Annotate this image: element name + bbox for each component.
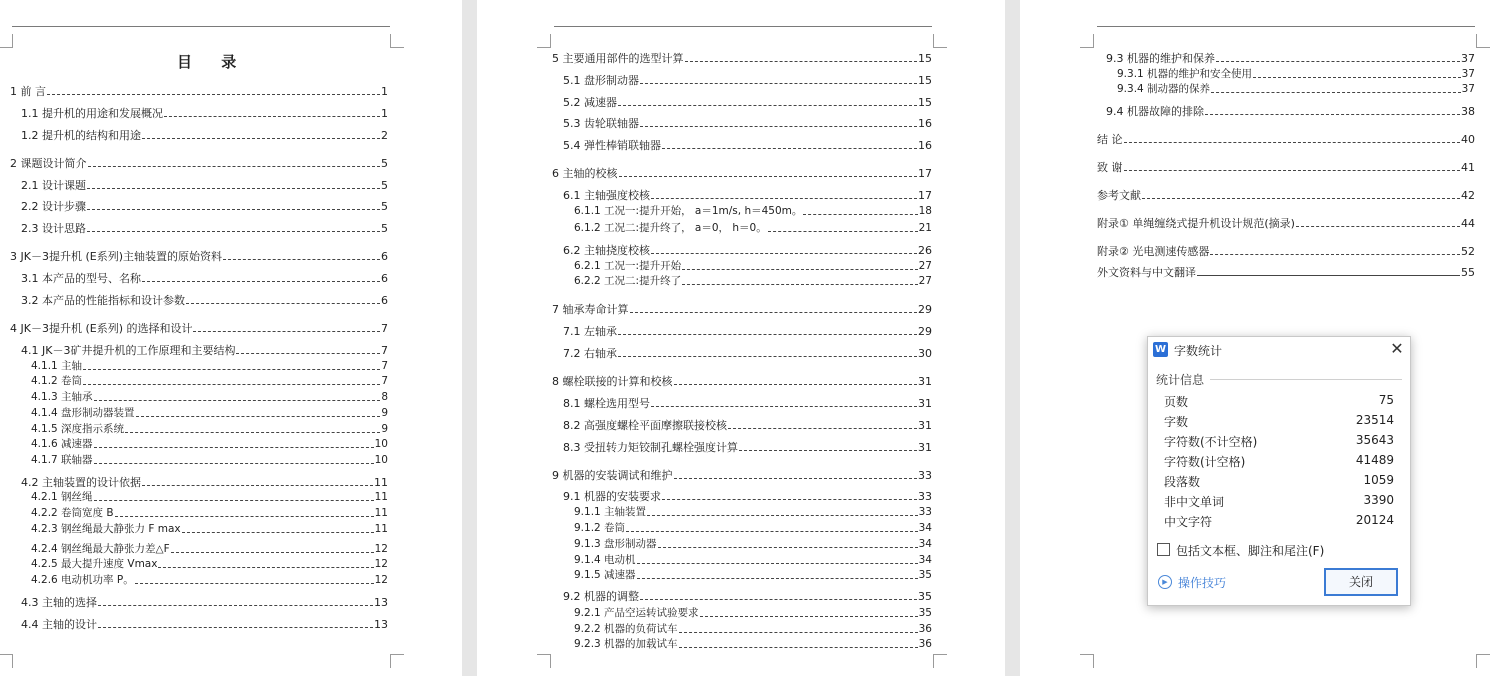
toc-entry[interactable]: 9.4 机器故障的排除 38 [1106, 105, 1475, 118]
toc-entry[interactable]: 9 机器的安装调试和维护 33 [552, 469, 932, 482]
margin-corner [390, 654, 404, 668]
stat-row-pages: 页数 75 [1164, 393, 1394, 409]
toc-entry[interactable]: 附录② 光电测速传感器 52 [1097, 245, 1475, 258]
toc-entry[interactable]: 6.1 主轴强度校核 17 [563, 189, 932, 202]
margin-corner [1476, 34, 1490, 48]
toc-entry[interactable]: 9.1 机器的安装要求 33 [563, 490, 932, 503]
stat-row-non-chinese-words: 非中文单词 3390 [1164, 493, 1394, 509]
toc-entry[interactable]: 1.1 提升机的用途和发展概况 1 [21, 107, 388, 120]
header-rule [12, 26, 390, 27]
toc-title: 目 录 [177, 53, 249, 71]
stat-row-chinese-chars: 中文字符 20124 [1164, 513, 1394, 529]
toc-entry[interactable]: 4.1.5 深度指示系统 9 [31, 423, 388, 435]
margin-corner [933, 34, 947, 48]
stat-row-paragraphs: 段落数 1059 [1164, 473, 1394, 489]
close-button[interactable]: 关闭 [1324, 568, 1398, 596]
margin-corner [1080, 34, 1094, 48]
toc-entry[interactable]: 5.3 齿轮联轴器 16 [563, 117, 932, 130]
play-circle-icon[interactable]: ▶ [1158, 575, 1172, 589]
toc-entry[interactable]: 4.1.2 卷筒 7 [31, 375, 388, 387]
toc-entry[interactable]: 9.2.1 产品空运转试验要求 35 [574, 607, 932, 619]
section-divider [1210, 379, 1402, 380]
toc-entry[interactable]: 外文资料与中文翻译 55 [1097, 266, 1475, 279]
toc-entry[interactable]: 4.1.7 联轴器 10 [31, 454, 388, 466]
toc-entry[interactable]: 9.3.1 机器的维护和安全使用 37 [1117, 68, 1475, 80]
toc-entry[interactable]: 9.2.3 机器的加载试车 36 [574, 638, 932, 650]
margin-corner [537, 34, 551, 48]
toc-entry[interactable]: 4.1.3 主轴承 8 [31, 391, 388, 403]
header-rule [554, 26, 932, 27]
toc-entry[interactable]: 4.1.1 主轴 7 [31, 360, 388, 372]
toc-entry[interactable]: 4.1.6 减速器 10 [31, 438, 388, 450]
toc-entry[interactable]: 9.1.2 卷筒 34 [574, 522, 932, 534]
toc-entry[interactable]: 4.2.5 最大提升速度 Vmax 12 [31, 558, 388, 570]
toc-entry[interactable]: 8.3 受扭转力矩铰制孔螺栓强度计算 31 [563, 441, 932, 454]
toc-entry[interactable]: 7.2 右轴承 30 [563, 347, 932, 360]
margin-corner [537, 654, 551, 668]
toc-entry[interactable]: 4.4 主轴的设计 13 [21, 618, 388, 631]
toc-entry[interactable]: 4.1 JK－3矿井提升机的工作原理和主要结构 7 [21, 344, 388, 357]
toc-entry[interactable]: 6.2 主轴挠度校核 26 [563, 244, 932, 257]
include-textbox-label[interactable]: 包括文本框、脚注和尾注(F) [1176, 544, 1325, 558]
stat-row-chars-no-spaces: 字符数(不计空格) 35643 [1164, 433, 1394, 449]
toc-entry[interactable]: 2.3 设计思路 5 [21, 222, 388, 235]
toc-entry[interactable]: 4.2.6 电动机功率 P。 12 [31, 574, 388, 586]
document-page-1[interactable] [0, 0, 462, 676]
toc-entry[interactable]: 9.1.3 盘形制动器 34 [574, 538, 932, 550]
toc-entry[interactable]: 1 前 言 1 [10, 85, 388, 98]
margin-corner [933, 654, 947, 668]
toc-entry[interactable]: 8 螺栓联接的计算和校核 31 [552, 375, 932, 388]
toc-entry[interactable]: 3 JK－3提升机 (E系列)主轴装置的原始资料 6 [10, 250, 388, 263]
toc-entry[interactable]: 2.1 设计课题 5 [21, 179, 388, 192]
toc-entry[interactable]: 6.2.1 工况一:提升开始 27 [574, 260, 932, 272]
toc-entry[interactable]: 6.1.1 工况一:提升开始， a＝1m/s, h＝450m。 18 [574, 205, 932, 217]
section-label: 统计信息 [1156, 373, 1205, 387]
toc-entry[interactable]: 8.2 高强度螺栓平面摩擦联接校核 31 [563, 419, 932, 432]
toc-entry[interactable]: 6.2.2 工况二:提升终了 27 [574, 275, 932, 287]
toc-entry[interactable]: 9.2.2 机器的负荷试车 36 [574, 623, 932, 635]
margin-corner [390, 34, 404, 48]
toc-entry[interactable]: 1.2 提升机的结构和用途 2 [21, 129, 388, 142]
toc-entry[interactable]: 附录① 单绳缠绕式提升机设计规范(摘录) 44 [1097, 217, 1475, 230]
toc-entry[interactable]: 4.3 主轴的选择 13 [21, 596, 388, 609]
toc-entry[interactable]: 9.3 机器的维护和保养 37 [1106, 52, 1475, 65]
toc-entry[interactable]: 2 课题设计简介 5 [10, 157, 388, 170]
word-count-dialog[interactable] [1147, 336, 1411, 606]
toc-entry[interactable]: 6 主轴的校核 17 [552, 167, 932, 180]
document-page-2[interactable] [477, 0, 1005, 676]
toc-entry[interactable]: 9.1.1 主轴装置 33 [574, 506, 932, 518]
toc-entry[interactable]: 4.2.2 卷筒宽度 B 11 [31, 507, 388, 519]
toc-entry[interactable]: 5.1 盘形制动器 15 [563, 74, 932, 87]
margin-corner [0, 34, 13, 48]
toc-entry[interactable]: 5.4 弹性棒销联轴器 16 [563, 139, 932, 152]
toc-entry[interactable]: 8.1 螺栓选用型号 31 [563, 397, 932, 410]
toc-entry[interactable]: 4 JK－3提升机 (E系列) 的选择和设计 7 [10, 322, 388, 335]
toc-entry[interactable]: 9.2 机器的调整 35 [563, 590, 932, 603]
toc-entry[interactable]: 7 轴承寿命计算 29 [552, 303, 932, 316]
toc-entry[interactable]: 9.1.4 电动机 34 [574, 554, 932, 566]
stat-row-chars-with-spaces: 字符数(计空格) 41489 [1164, 453, 1394, 469]
margin-corner [1080, 654, 1094, 668]
toc-entry[interactable]: 4.2.3 钢丝绳最大静张力 F max 11 [31, 523, 388, 535]
page-gap-1 [462, 0, 477, 676]
margin-corner [0, 654, 13, 668]
wps-writer-icon: W [1154, 344, 1167, 355]
toc-entry[interactable]: 4.1.4 盘形制动器装置 9 [31, 407, 388, 419]
tips-link[interactable]: 操作技巧 [1178, 576, 1227, 590]
toc-entry[interactable]: 9.3.4 制动器的保养 37 [1117, 83, 1475, 95]
toc-entry[interactable]: 2.2 设计步骤 5 [21, 200, 388, 213]
include-textbox-checkbox[interactable] [1157, 543, 1170, 556]
toc-entry[interactable]: 5.2 减速器 15 [563, 96, 932, 109]
close-icon[interactable]: ✕ [1390, 339, 1404, 358]
toc-entry[interactable]: 5 主要通用部件的选型计算 15 [552, 52, 932, 65]
page-gap-2 [1005, 0, 1020, 676]
toc-entry[interactable]: 9.1.5 减速器 35 [574, 569, 932, 581]
toc-entry[interactable]: 3.2 本产品的性能指标和设计参数 6 [21, 294, 388, 307]
header-rule [1097, 26, 1475, 27]
stat-row-words: 字数 23514 [1164, 413, 1394, 429]
toc-entry[interactable]: 4.2.1 钢丝绳 11 [31, 491, 388, 503]
toc-entry[interactable]: 7.1 左轴承 29 [563, 325, 932, 338]
margin-corner [1476, 654, 1490, 668]
toc-entry[interactable]: 4.2 主轴装置的设计依据 11 [21, 476, 388, 489]
dialog-title: 字数统计 [1174, 344, 1223, 358]
toc-entry[interactable]: 3.1 本产品的型号、名称 6 [21, 272, 388, 285]
toc-entry[interactable]: 4.2.4 钢丝绳最大静张力差△F 12 [31, 543, 388, 555]
toc-entry[interactable]: 6.1.2 工况二:提升终了， a＝0， h＝0。 21 [574, 222, 932, 234]
toc-entry[interactable]: 结 论 40 [1097, 133, 1475, 146]
toc-entry[interactable]: 致 谢 41 [1097, 161, 1475, 174]
toc-entry[interactable]: 参考文献 42 [1097, 189, 1475, 202]
